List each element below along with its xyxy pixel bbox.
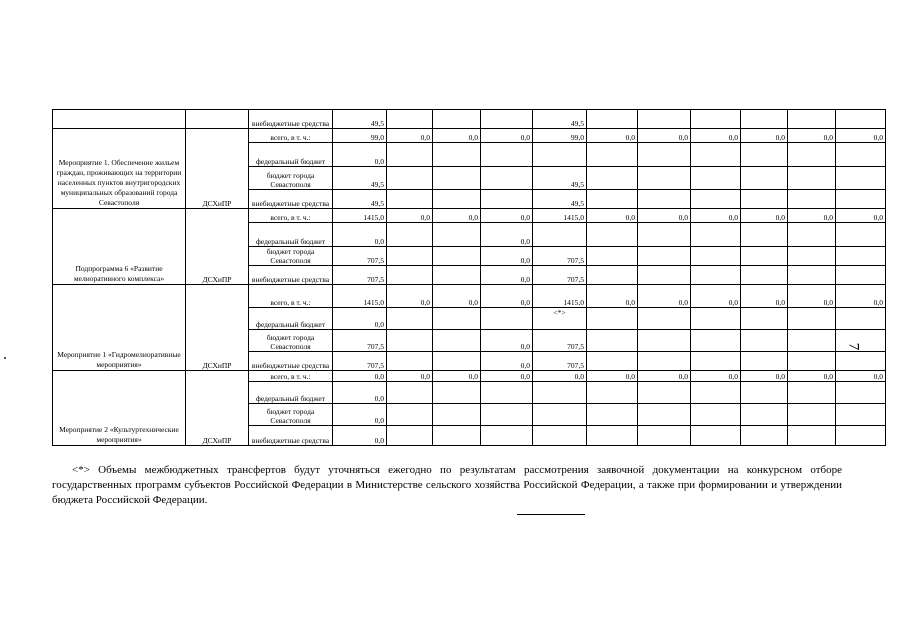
value-cell xyxy=(741,330,788,352)
value-cell xyxy=(433,330,481,352)
value-cell xyxy=(836,382,886,404)
value-cell xyxy=(691,382,741,404)
value-cell xyxy=(587,330,638,352)
value-cell: 0,0 xyxy=(741,129,788,143)
value-cell xyxy=(788,167,836,190)
value-cell xyxy=(691,110,741,129)
value-cell xyxy=(788,247,836,266)
value-cell: 0,0 xyxy=(481,129,533,143)
value-cell xyxy=(691,352,741,371)
value-cell xyxy=(836,404,886,426)
value-cell xyxy=(691,266,741,285)
value-cell xyxy=(638,382,691,404)
value-cell xyxy=(587,382,638,404)
value-cell xyxy=(533,143,587,167)
value-cell xyxy=(638,110,691,129)
value-cell: 1415,0 xyxy=(533,209,587,223)
value-cell xyxy=(587,266,638,285)
value-cell: 0,0 xyxy=(691,209,741,223)
value-cell xyxy=(741,426,788,446)
value-cell xyxy=(691,330,741,352)
value-cell xyxy=(788,223,836,247)
value-cell xyxy=(433,426,481,446)
value-cell xyxy=(691,247,741,266)
value-cell xyxy=(587,308,638,330)
value-cell xyxy=(587,167,638,190)
funding-source-cell: федеральный бюджет xyxy=(249,382,333,404)
value-cell xyxy=(387,190,433,209)
value-cell: 707,5 xyxy=(533,352,587,371)
value-cell: 707,5 xyxy=(533,247,587,266)
value-cell: 0,0 xyxy=(481,209,533,223)
value-cell: 0,0 xyxy=(481,352,533,371)
value-cell xyxy=(691,143,741,167)
value-cell xyxy=(638,190,691,209)
funding-source-cell: федеральный бюджет xyxy=(249,223,333,247)
value-cell: 49,5 xyxy=(333,190,387,209)
value-cell xyxy=(638,426,691,446)
value-cell: 0,0 xyxy=(741,285,788,308)
value-cell: 49,5 xyxy=(533,190,587,209)
value-cell: 0,0 xyxy=(433,371,481,382)
value-cell xyxy=(433,110,481,129)
value-cell xyxy=(587,223,638,247)
value-cell xyxy=(788,382,836,404)
executor-cell: ДСХиПР xyxy=(186,129,249,209)
value-cell xyxy=(387,143,433,167)
event-name-cell: Мероприятие 1 «Гидромелиоративные мероприятия» xyxy=(53,285,186,371)
value-cell: 0,0 xyxy=(638,371,691,382)
value-cell xyxy=(387,426,433,446)
value-cell: 0,0 xyxy=(788,371,836,382)
table-row xyxy=(53,110,886,129)
value-cell: 0,0 xyxy=(691,285,741,308)
value-cell: 0,0 xyxy=(836,371,886,382)
funding-source-cell: внебюджетные средства xyxy=(249,426,333,446)
value-cell xyxy=(481,404,533,426)
funding-source-cell: внебюджетные средства xyxy=(249,266,333,285)
value-cell xyxy=(387,352,433,371)
value-cell xyxy=(533,426,587,446)
value-cell xyxy=(691,223,741,247)
value-cell xyxy=(638,404,691,426)
value-cell xyxy=(741,143,788,167)
value-cell xyxy=(741,266,788,285)
value-cell: 0,0 xyxy=(333,426,387,446)
value-cell xyxy=(741,247,788,266)
value-cell: 0,0 xyxy=(333,223,387,247)
value-cell xyxy=(387,404,433,426)
value-cell: 0,0 xyxy=(333,404,387,426)
value-cell: 0,0 xyxy=(481,371,533,382)
value-cell xyxy=(638,308,691,330)
value-cell xyxy=(691,404,741,426)
value-cell: 1415,0 xyxy=(333,285,387,308)
value-cell xyxy=(836,308,886,330)
value-cell xyxy=(587,247,638,266)
value-cell: 0,0 xyxy=(638,285,691,308)
value-cell xyxy=(836,110,886,129)
value-cell xyxy=(387,247,433,266)
value-cell: 1415,0 xyxy=(333,209,387,223)
value-cell xyxy=(587,143,638,167)
value-cell xyxy=(638,352,691,371)
value-cell xyxy=(433,190,481,209)
value-cell xyxy=(481,308,533,330)
funding-source-cell: всего, в т. ч.: xyxy=(249,285,333,308)
value-cell xyxy=(481,143,533,167)
executor-cell: ДСХиПР xyxy=(186,209,249,285)
funding-source-cell: федеральный бюджет xyxy=(249,308,333,330)
value-cell xyxy=(836,426,886,446)
value-cell xyxy=(691,190,741,209)
value-cell xyxy=(741,352,788,371)
value-cell xyxy=(836,223,886,247)
funding-source-cell: всего, в т. ч.: xyxy=(249,371,333,382)
value-cell: 0,0 xyxy=(788,129,836,143)
value-cell xyxy=(741,190,788,209)
value-cell: 0,0 xyxy=(481,285,533,308)
scan-mark xyxy=(4,357,6,359)
value-cell xyxy=(836,352,886,371)
value-cell: 0,0 xyxy=(433,129,481,143)
event-name-cell: Мероприятие 1. Обеспечение жильем граждан, проживающих на территории населенных пунктов внутригородских муниципальных образований города Севастополя xyxy=(53,129,186,209)
value-cell: 707,5 xyxy=(533,266,587,285)
value-cell: 0,0 xyxy=(836,209,886,223)
value-cell: 0,0 xyxy=(333,382,387,404)
value-cell xyxy=(387,223,433,247)
value-cell xyxy=(433,167,481,190)
value-cell xyxy=(788,330,836,352)
funding-source-cell: всего, в т. ч.: xyxy=(249,209,333,223)
value-cell: 0,0 xyxy=(691,129,741,143)
value-cell xyxy=(691,308,741,330)
value-cell: 0,0 xyxy=(481,223,533,247)
executor-cell xyxy=(186,110,249,129)
value-cell: 707,5 xyxy=(333,330,387,352)
table-row xyxy=(53,371,886,382)
value-cell: 707,5 xyxy=(533,330,587,352)
value-cell xyxy=(741,382,788,404)
value-cell: 0,0 xyxy=(533,371,587,382)
funding-source-cell: всего, в т. ч.: xyxy=(249,129,333,143)
value-cell: 0,0 xyxy=(481,330,533,352)
value-cell xyxy=(836,143,886,167)
value-cell: 707,5 xyxy=(333,247,387,266)
value-cell xyxy=(741,308,788,330)
value-cell xyxy=(433,382,481,404)
funding-source-cell: бюджет города Севастополя xyxy=(249,404,333,426)
value-cell xyxy=(788,404,836,426)
value-cell: 0,0 xyxy=(587,209,638,223)
value-cell xyxy=(638,167,691,190)
value-cell: 0,0 xyxy=(587,285,638,308)
value-cell xyxy=(788,308,836,330)
value-cell xyxy=(638,223,691,247)
funding-source-cell: бюджет города Севастополя xyxy=(249,330,333,352)
value-cell: 0,0 xyxy=(387,285,433,308)
value-cell xyxy=(433,143,481,167)
value-cell: 0,0 xyxy=(387,129,433,143)
value-cell xyxy=(788,426,836,446)
value-cell: 0,0 xyxy=(333,308,387,330)
value-cell: 49,5 xyxy=(533,167,587,190)
value-cell xyxy=(387,266,433,285)
value-cell: 0,0 xyxy=(387,209,433,223)
value-cell xyxy=(433,404,481,426)
value-cell xyxy=(788,143,836,167)
value-cell: 0,0 xyxy=(638,209,691,223)
table-row xyxy=(53,129,886,143)
value-cell xyxy=(433,352,481,371)
value-cell xyxy=(481,382,533,404)
funding-source-cell: внебюджетные средства xyxy=(249,110,333,129)
value-cell: <*> xyxy=(533,308,587,330)
value-cell xyxy=(533,223,587,247)
value-cell xyxy=(587,426,638,446)
footnote-text: <*> Объемы межбюджетных трансфертов будут уточняться ежегодно по результатам рассмотрения заявочной документации на конкурсном отборе государственных программ субъектов Российской Федерации в Министерстве сельского хозяйства Российской Федерации, а также при формировании и утверждении бюджета Российской Федерации. xyxy=(52,464,842,506)
value-cell xyxy=(836,247,886,266)
funding-source-cell: федеральный бюджет xyxy=(249,143,333,167)
value-cell: 0,0 xyxy=(836,129,886,143)
funding-source-cell: бюджет города Севастополя xyxy=(249,167,333,190)
value-cell xyxy=(788,190,836,209)
value-cell: 0,0 xyxy=(333,371,387,382)
value-cell xyxy=(481,190,533,209)
page-number: 7 xyxy=(845,342,862,351)
value-cell: 0,0 xyxy=(587,371,638,382)
value-cell xyxy=(433,247,481,266)
value-cell xyxy=(533,382,587,404)
value-cell: 0,0 xyxy=(481,247,533,266)
table-row xyxy=(53,209,886,223)
value-cell xyxy=(433,223,481,247)
value-cell xyxy=(481,110,533,129)
value-cell: 99,0 xyxy=(333,129,387,143)
value-cell xyxy=(587,110,638,129)
value-cell xyxy=(387,167,433,190)
value-cell: 0,0 xyxy=(481,266,533,285)
value-cell xyxy=(788,352,836,371)
value-cell: 0,0 xyxy=(333,143,387,167)
value-cell: 1415,0 xyxy=(533,285,587,308)
value-cell xyxy=(481,167,533,190)
table-row xyxy=(53,285,886,308)
budget-table xyxy=(52,109,886,446)
value-cell xyxy=(587,352,638,371)
value-cell: 99,0 xyxy=(533,129,587,143)
value-cell xyxy=(587,404,638,426)
event-name-cell xyxy=(53,110,186,129)
value-cell xyxy=(638,143,691,167)
value-cell: 0,0 xyxy=(836,285,886,308)
value-cell: 49,5 xyxy=(533,110,587,129)
event-name-cell: Мероприятие 2 «Культуртехнические мероприятия» xyxy=(53,371,186,446)
value-cell xyxy=(387,308,433,330)
funding-source-cell: бюджет города Севастополя xyxy=(249,247,333,266)
value-cell: 0,0 xyxy=(587,129,638,143)
funding-source-cell: внебюджетные средства xyxy=(249,352,333,371)
value-cell xyxy=(788,266,836,285)
event-name-cell: Подпрограмма 6 «Развитие мелиоративного комплекса» xyxy=(53,209,186,285)
value-cell xyxy=(587,190,638,209)
footnote xyxy=(52,463,842,508)
value-cell: 0,0 xyxy=(788,209,836,223)
executor-cell: ДСХиПР xyxy=(186,371,249,446)
funding-source-cell: внебюджетные средства xyxy=(249,190,333,209)
value-cell xyxy=(638,330,691,352)
value-cell: 707,5 xyxy=(333,266,387,285)
value-cell: 49,5 xyxy=(333,110,387,129)
value-cell: 0,0 xyxy=(387,371,433,382)
value-cell: 0,0 xyxy=(788,285,836,308)
value-cell xyxy=(691,426,741,446)
value-cell xyxy=(741,167,788,190)
value-cell: 0,0 xyxy=(691,371,741,382)
value-cell xyxy=(836,167,886,190)
value-cell xyxy=(836,190,886,209)
value-cell: 0,0 xyxy=(638,129,691,143)
value-cell xyxy=(638,266,691,285)
value-cell xyxy=(788,110,836,129)
value-cell xyxy=(433,266,481,285)
value-cell: 0,0 xyxy=(433,285,481,308)
value-cell: 707,5 xyxy=(333,352,387,371)
value-cell xyxy=(481,426,533,446)
value-cell xyxy=(691,167,741,190)
value-cell xyxy=(533,404,587,426)
separator-line xyxy=(517,514,585,515)
value-cell xyxy=(387,382,433,404)
value-cell: 0,0 xyxy=(741,209,788,223)
executor-cell: ДСХиПР xyxy=(186,285,249,371)
table-body xyxy=(53,110,886,446)
value-cell xyxy=(741,110,788,129)
value-cell: 0,0 xyxy=(433,209,481,223)
value-cell xyxy=(741,404,788,426)
value-cell xyxy=(741,223,788,247)
value-cell xyxy=(387,330,433,352)
value-cell: 0,0 xyxy=(741,371,788,382)
value-cell xyxy=(836,266,886,285)
value-cell xyxy=(433,308,481,330)
value-cell: 49,5 xyxy=(333,167,387,190)
value-cell xyxy=(387,110,433,129)
value-cell xyxy=(638,247,691,266)
